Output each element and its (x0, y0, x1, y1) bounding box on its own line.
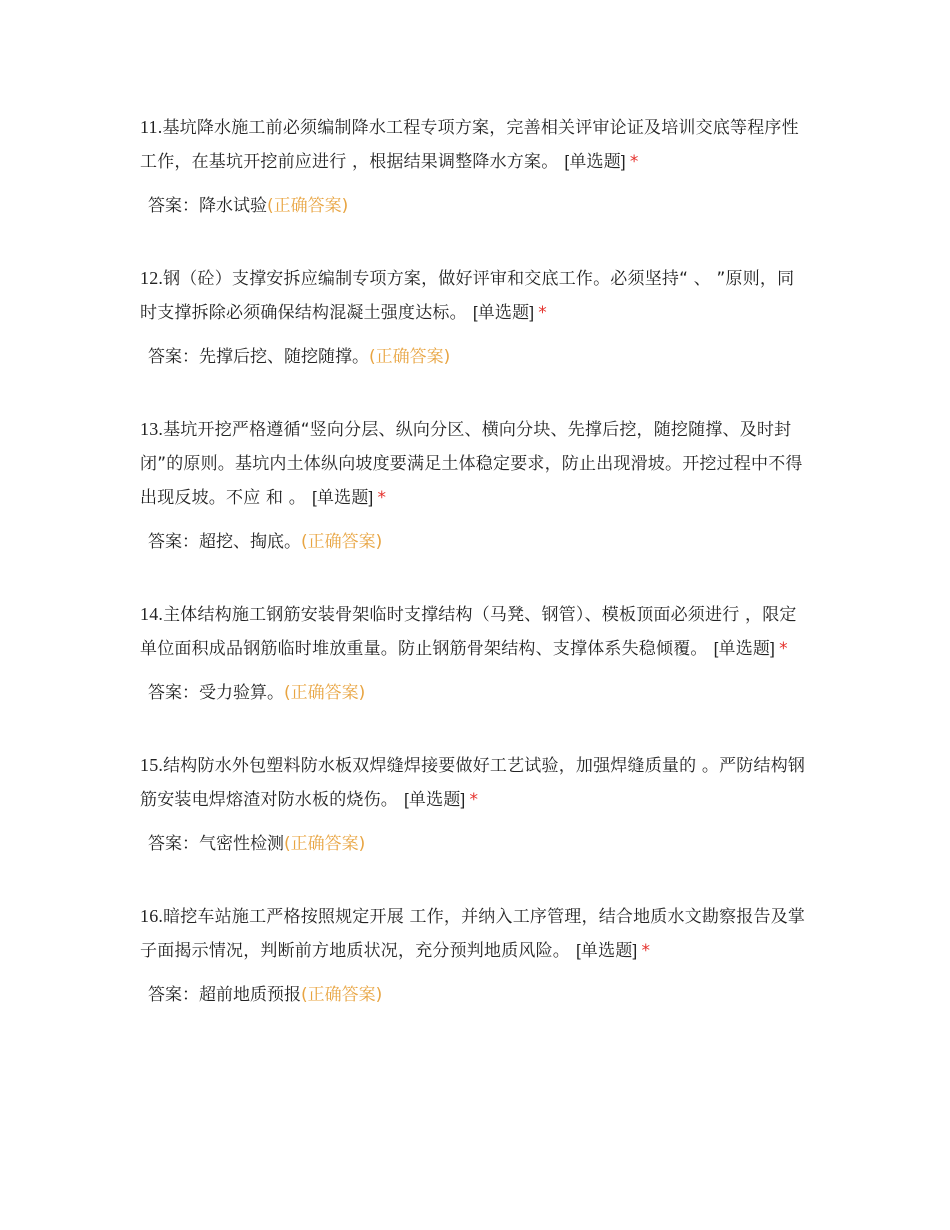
question-type-tag: [单选题] (472, 303, 535, 322)
answer-label: 答案： (148, 683, 199, 703)
question-text (140, 748, 810, 817)
required-mark: * (641, 941, 651, 961)
question-number: 15. (140, 755, 164, 775)
question-number: 13. (140, 419, 164, 439)
question-type-tag: [单选题] (713, 639, 776, 658)
question-number: 11. (140, 117, 163, 137)
question-type-tag: [单选题] (576, 941, 638, 960)
question-body: 基坑降水施工前必须编制降水工程专项方案，完善相关评审论证及培训交底等程序性工作，在基坑开挖前应进行 ，根据结果调整降水方案。 (140, 118, 799, 172)
question-text (140, 899, 810, 968)
question-text (140, 412, 810, 515)
answer-text: 超挖、掏底。 (199, 532, 301, 552)
question-list (140, 110, 810, 1050)
answer-line (148, 189, 810, 223)
correct-answer-label: (正确答案) (284, 834, 366, 854)
required-mark: * (779, 639, 788, 659)
question-body: 主体结构施工钢筋安装骨架临时支撑结构（马凳、钢管）、模板顶面必须进行 ，限定单位面积成品钢筋临时堆放重量。防止钢筋骨架结构、支撑体系失稳倾覆。 (140, 605, 797, 659)
answer-label: 答案： (148, 532, 199, 552)
required-mark: * (377, 488, 387, 508)
correct-answer-label: (正确答案) (369, 347, 451, 367)
required-mark: * (538, 303, 547, 323)
question-item-11 (140, 110, 810, 223)
question-body: 基坑开挖严格遵循“竖向分层、纵向分区、横向分块、先撑后挖，随挖随撑、及时封闭”的原则。基坑内土体纵向坡度要满足土体稳定要求，防止出现滑坡。开挖过程中不得出现反坡。不应 和 。 (140, 420, 803, 508)
correct-answer-label: (正确答案) (301, 532, 383, 552)
question-item-15 (140, 748, 810, 861)
answer-text: 降水试验 (199, 196, 267, 216)
correct-answer-label: (正确答案) (301, 985, 383, 1005)
required-mark: * (469, 790, 479, 810)
question-text (140, 261, 810, 330)
question-text (140, 110, 810, 179)
question-body: 暗挖车站施工严格按照规定开展 工作，并纳入工序管理，结合地质水文勘察报告及掌子面揭示情况，判断前方地质状况，充分预判地质风险。 (140, 907, 806, 961)
answer-label: 答案： (148, 834, 199, 854)
question-body: 结构防水外包塑料防水板双焊缝焊接要做好工艺试验，加强焊缝质量的 。严防结构钢筋安装电焊熔渣对防水板的烧伤。 (140, 756, 806, 810)
answer-line (148, 340, 810, 374)
answer-line (148, 525, 810, 559)
question-number: 14. (140, 604, 164, 624)
answer-text: 超前地质预报 (199, 985, 301, 1005)
question-body: 钢（砼）支撑安拆应编制专项方案，做好评审和交底工作。必须坚持“ 、 ”原则，同时支撑拆除必须确保结构混凝土强度达标。 (140, 269, 795, 323)
question-item-16 (140, 899, 810, 1012)
answer-line (148, 978, 810, 1012)
answer-label: 答案： (148, 985, 199, 1005)
answer-line (148, 827, 810, 861)
question-item-14 (140, 597, 810, 710)
question-type-tag: [单选题] (404, 790, 466, 809)
question-number: 12. (140, 268, 164, 288)
question-item-12 (140, 261, 810, 374)
answer-text: 受力验算。 (199, 683, 284, 703)
answer-label: 答案： (148, 196, 199, 216)
answer-text: 先撑后挖、随挖随撑。 (199, 347, 369, 367)
question-item-13 (140, 412, 810, 559)
answer-text: 气密性检测 (199, 834, 284, 854)
question-number: 16. (140, 906, 164, 926)
question-text (140, 597, 810, 666)
answer-label: 答案： (148, 347, 199, 367)
question-type-tag: [单选题] (312, 488, 374, 507)
correct-answer-label: (正确答案) (284, 683, 366, 703)
answer-line (148, 676, 810, 710)
question-type-tag: [单选题] (564, 152, 626, 171)
required-mark: * (629, 152, 639, 172)
correct-answer-label: (正确答案) (267, 196, 349, 216)
